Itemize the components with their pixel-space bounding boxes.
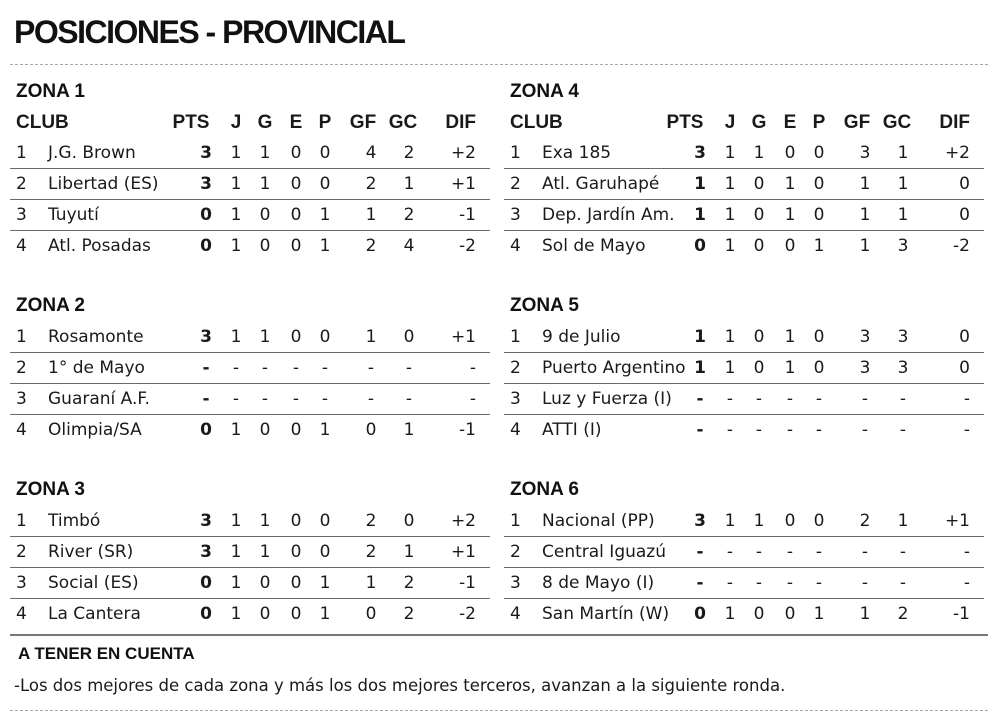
zone-title: ZONA 5: [510, 295, 579, 316]
row-club: Social (ES): [48, 573, 139, 593]
row-pts: -: [696, 573, 704, 593]
row-pts: -: [202, 389, 210, 409]
row-e: 1: [784, 358, 796, 378]
row-club: 1° de Mayo: [48, 358, 145, 378]
row-gc: 0: [403, 511, 415, 531]
row-position: 1: [510, 143, 521, 163]
row-j: 1: [230, 205, 242, 225]
row-g: 0: [259, 604, 271, 624]
row-position: 2: [16, 542, 27, 562]
row-pts: 0: [200, 205, 212, 225]
table-row: [504, 506, 984, 537]
row-gf: -: [861, 542, 869, 562]
header-gf: GF: [349, 112, 377, 133]
row-j: -: [726, 573, 734, 593]
row-pts: 3: [200, 174, 212, 194]
table-row: [10, 568, 490, 599]
row-gc: 1: [403, 542, 415, 562]
row-g: 0: [753, 358, 765, 378]
row-pts: -: [696, 542, 704, 562]
row-gf: 3: [859, 358, 871, 378]
row-dif: 0: [959, 358, 970, 378]
row-gc: 4: [403, 236, 415, 256]
row-gf: -: [367, 358, 375, 378]
table-row: [10, 599, 490, 629]
table-row: [504, 138, 984, 169]
row-e: -: [786, 389, 794, 409]
row-dif: +1: [450, 327, 476, 347]
row-gc: 2: [403, 205, 415, 225]
row-p: 1: [813, 236, 825, 256]
row-pts: 0: [200, 604, 212, 624]
row-pts: 3: [200, 327, 212, 347]
row-club: Luz y Fuerza (I): [542, 389, 672, 409]
row-j: 1: [724, 143, 736, 163]
row-j: -: [232, 358, 240, 378]
row-p: 0: [813, 143, 825, 163]
row-pts: -: [696, 420, 704, 440]
row-j: 1: [724, 327, 736, 347]
row-g: 0: [259, 236, 271, 256]
row-g: 0: [259, 205, 271, 225]
row-dif: -2: [953, 236, 970, 256]
header-dif: DIF: [445, 112, 476, 133]
row-dif: +2: [944, 143, 970, 163]
row-dif: 0: [959, 174, 970, 194]
row-g: 0: [753, 205, 765, 225]
table-row: [10, 415, 490, 445]
row-p: 0: [813, 174, 825, 194]
row-e: -: [292, 358, 300, 378]
row-e: 0: [290, 573, 302, 593]
row-dif: +1: [944, 511, 970, 531]
row-club: La Cantera: [48, 604, 141, 624]
table-row: [10, 322, 490, 353]
row-gf: 1: [365, 573, 377, 593]
row-position: 3: [510, 573, 521, 593]
row-pts: -: [696, 389, 704, 409]
table-row: [504, 322, 984, 353]
row-gf: 2: [365, 511, 377, 531]
row-e: 0: [290, 205, 302, 225]
row-gc: 1: [897, 143, 909, 163]
row-position: 3: [510, 389, 521, 409]
row-e: 1: [784, 174, 796, 194]
row-dif: -: [469, 389, 476, 409]
row-gc: 2: [403, 573, 415, 593]
row-g: -: [261, 358, 269, 378]
row-p: 1: [319, 420, 331, 440]
row-pts: 1: [694, 205, 706, 225]
row-position: 4: [510, 236, 521, 256]
header-j: J: [724, 112, 736, 133]
header-gc: GC: [882, 112, 912, 133]
row-position: 4: [510, 420, 521, 440]
row-dif: -: [469, 358, 476, 378]
row-p: 1: [319, 573, 331, 593]
row-pts: 0: [200, 420, 212, 440]
row-e: 0: [290, 327, 302, 347]
row-position: 3: [16, 389, 27, 409]
row-e: 0: [784, 143, 796, 163]
row-gf: 2: [365, 236, 377, 256]
row-p: 1: [319, 604, 331, 624]
row-gf: 3: [859, 143, 871, 163]
row-club: 9 de Julio: [542, 327, 621, 347]
title-divider: [10, 64, 988, 65]
zone-title: ZONA 4: [510, 81, 579, 102]
row-gc: 1: [897, 511, 909, 531]
row-g: -: [755, 420, 763, 440]
row-position: 4: [16, 420, 27, 440]
row-j: -: [726, 420, 734, 440]
page-title: POSICIONES - PROVINCIAL: [14, 14, 405, 50]
row-e: -: [786, 542, 794, 562]
row-j: 1: [230, 174, 242, 194]
row-gc: -: [899, 573, 907, 593]
row-dif: +2: [450, 511, 476, 531]
row-gc: 0: [403, 327, 415, 347]
row-club: San Martín (W): [542, 604, 670, 624]
row-e: 0: [784, 236, 796, 256]
table-row: [10, 537, 490, 568]
header-g: G: [751, 112, 767, 133]
row-gc: -: [899, 420, 907, 440]
row-e: 0: [290, 542, 302, 562]
row-j: 1: [230, 511, 242, 531]
row-pts: 1: [694, 358, 706, 378]
row-club: Timbó: [48, 511, 101, 531]
row-g: 1: [259, 174, 271, 194]
row-j: 1: [724, 511, 736, 531]
row-dif: -: [963, 542, 970, 562]
row-pts: 3: [694, 511, 706, 531]
notes-heading: A TENER EN CUENTA: [18, 644, 195, 663]
row-p: 1: [319, 236, 331, 256]
row-gc: -: [405, 358, 413, 378]
row-club: Exa 185: [542, 143, 612, 163]
row-club: Nacional (PP): [542, 511, 655, 531]
row-position: 1: [16, 511, 27, 531]
row-j: 1: [230, 420, 242, 440]
row-club: Puerto Argentino: [542, 358, 686, 378]
row-g: 1: [753, 511, 765, 531]
row-club: 8 de Mayo (I): [542, 573, 655, 593]
row-j: 1: [724, 205, 736, 225]
row-e: -: [786, 573, 794, 593]
row-gc: 1: [403, 174, 415, 194]
row-j: 1: [724, 358, 736, 378]
row-p: 0: [813, 511, 825, 531]
row-g: 1: [259, 143, 271, 163]
row-dif: 0: [959, 327, 970, 347]
row-position: 2: [16, 358, 27, 378]
row-position: 1: [16, 143, 27, 163]
row-e: -: [292, 389, 300, 409]
row-gf: 4: [365, 143, 377, 163]
row-g: 0: [259, 573, 271, 593]
row-gc: 2: [897, 604, 909, 624]
row-p: 1: [813, 604, 825, 624]
table-header: [10, 108, 490, 138]
row-j: 1: [230, 236, 242, 256]
table-row: [504, 384, 984, 415]
row-g: 0: [259, 420, 271, 440]
header-e: E: [783, 112, 797, 133]
row-g: 1: [259, 542, 271, 562]
row-position: 4: [510, 604, 521, 624]
row-gf: 1: [859, 604, 871, 624]
row-j: 1: [230, 143, 242, 163]
row-position: 2: [510, 358, 521, 378]
row-gc: 2: [403, 604, 415, 624]
table-row: [504, 599, 984, 629]
row-j: 1: [230, 327, 242, 347]
row-p: -: [815, 573, 823, 593]
table-row: [504, 353, 984, 384]
row-p: 0: [319, 511, 331, 531]
row-gc: 2: [403, 143, 415, 163]
table-header: [504, 108, 984, 138]
row-pts: 0: [694, 604, 706, 624]
row-pts: 3: [200, 542, 212, 562]
table-row: [504, 231, 984, 261]
row-position: 3: [510, 205, 521, 225]
table-row: [504, 415, 984, 445]
row-gf: 3: [859, 327, 871, 347]
zone-title: ZONA 6: [510, 479, 579, 500]
row-e: 0: [784, 604, 796, 624]
row-pts: 0: [200, 573, 212, 593]
row-gc: 3: [897, 358, 909, 378]
row-gf: -: [861, 389, 869, 409]
row-club: River (SR): [48, 542, 134, 562]
row-p: 0: [319, 174, 331, 194]
zone-title: ZONA 2: [16, 295, 85, 316]
header-p: P: [812, 112, 826, 133]
row-position: 2: [510, 174, 521, 194]
row-dif: -: [963, 573, 970, 593]
row-club: Tuyutí: [48, 205, 99, 225]
row-club: Atl. Posadas: [48, 236, 151, 256]
row-position: 3: [16, 573, 27, 593]
row-p: 0: [319, 327, 331, 347]
row-dif: -1: [953, 604, 970, 624]
row-pts: 1: [694, 327, 706, 347]
table-row: [10, 353, 490, 384]
bottom-divider: [10, 710, 988, 711]
table-row: [10, 169, 490, 200]
row-g: 0: [753, 604, 765, 624]
row-gc: -: [405, 389, 413, 409]
header-e: E: [289, 112, 303, 133]
row-club: J.G. Brown: [48, 143, 136, 163]
row-g: 1: [259, 511, 271, 531]
header-pts: PTS: [666, 112, 704, 133]
row-gf: 1: [859, 205, 871, 225]
row-e: 0: [290, 174, 302, 194]
row-position: 1: [510, 327, 521, 347]
row-gf: 1: [859, 236, 871, 256]
header-club: CLUB: [16, 112, 69, 133]
row-club: Sol de Mayo: [542, 236, 646, 256]
row-pts: -: [202, 358, 210, 378]
row-j: 1: [724, 236, 736, 256]
row-j: 1: [230, 573, 242, 593]
row-j: 1: [230, 542, 242, 562]
row-p: 0: [813, 327, 825, 347]
row-j: -: [726, 542, 734, 562]
row-p: 0: [813, 205, 825, 225]
table-row: [10, 200, 490, 231]
row-pts: 0: [694, 236, 706, 256]
row-dif: -1: [459, 205, 476, 225]
notes-text: -Los dos mejores de cada zona y más los dos mejores terceros, avanzan a la siguiente ronda.: [14, 676, 786, 695]
table-row: [504, 568, 984, 599]
row-g: 0: [753, 236, 765, 256]
row-g: 0: [753, 174, 765, 194]
row-gf: 0: [365, 420, 377, 440]
row-j: 1: [230, 604, 242, 624]
row-dif: 0: [959, 205, 970, 225]
row-e: 1: [784, 205, 796, 225]
row-club: Guaraní A.F.: [48, 389, 150, 409]
row-pts: 3: [200, 143, 212, 163]
row-gf: -: [861, 420, 869, 440]
row-dif: +2: [450, 143, 476, 163]
row-gc: -: [899, 542, 907, 562]
row-g: -: [261, 389, 269, 409]
zone-title: ZONA 3: [16, 479, 85, 500]
header-gc: GC: [388, 112, 418, 133]
row-p: -: [321, 389, 329, 409]
row-gc: -: [899, 389, 907, 409]
row-j: 1: [724, 604, 736, 624]
row-position: 3: [16, 205, 27, 225]
row-club: Olimpia/SA: [48, 420, 142, 440]
row-dif: -1: [459, 573, 476, 593]
row-gf: 1: [365, 205, 377, 225]
header-j: J: [230, 112, 242, 133]
row-club: Libertad (ES): [48, 174, 159, 194]
row-gf: -: [861, 573, 869, 593]
row-club: ATTI (I): [542, 420, 602, 440]
row-position: 4: [16, 604, 27, 624]
row-p: 1: [319, 205, 331, 225]
row-j: -: [232, 389, 240, 409]
notes-divider: [10, 634, 988, 636]
row-j: 1: [724, 174, 736, 194]
row-pts: 1: [694, 174, 706, 194]
row-p: -: [321, 358, 329, 378]
row-gf: 1: [859, 174, 871, 194]
row-position: 1: [510, 511, 521, 531]
row-e: 0: [290, 236, 302, 256]
row-gf: 2: [365, 174, 377, 194]
row-gf: -: [367, 389, 375, 409]
row-g: 1: [753, 143, 765, 163]
row-g: 0: [753, 327, 765, 347]
row-dif: +1: [450, 174, 476, 194]
row-position: 1: [16, 327, 27, 347]
row-pts: 3: [200, 511, 212, 531]
row-gf: 2: [859, 511, 871, 531]
row-dif: -: [963, 420, 970, 440]
row-p: -: [815, 542, 823, 562]
row-g: -: [755, 389, 763, 409]
row-dif: -: [963, 389, 970, 409]
row-gc: 1: [897, 205, 909, 225]
row-p: 0: [319, 143, 331, 163]
header-p: P: [318, 112, 332, 133]
header-club: CLUB: [510, 112, 563, 133]
row-e: -: [786, 420, 794, 440]
row-g: -: [755, 573, 763, 593]
row-g: 1: [259, 327, 271, 347]
table-row: [10, 384, 490, 415]
row-gf: 0: [365, 604, 377, 624]
table-row: [10, 138, 490, 169]
row-position: 2: [510, 542, 521, 562]
table-row: [504, 200, 984, 231]
row-e: 0: [290, 143, 302, 163]
row-club: Central Iguazú: [542, 542, 666, 562]
row-club: Rosamonte: [48, 327, 144, 347]
row-gc: 3: [897, 327, 909, 347]
row-club: Atl. Garuhapé: [542, 174, 660, 194]
table-row: [504, 169, 984, 200]
row-gf: 1: [365, 327, 377, 347]
header-gf: GF: [843, 112, 871, 133]
row-position: 2: [16, 174, 27, 194]
header-pts: PTS: [172, 112, 210, 133]
row-e: 0: [784, 511, 796, 531]
row-p: -: [815, 420, 823, 440]
row-e: 1: [784, 327, 796, 347]
row-p: -: [815, 389, 823, 409]
row-dif: -1: [459, 420, 476, 440]
table-row: [10, 506, 490, 537]
zone-title: ZONA 1: [16, 81, 85, 102]
row-p: 0: [813, 358, 825, 378]
row-dif: -2: [459, 604, 476, 624]
row-pts: 0: [200, 236, 212, 256]
row-p: 0: [319, 542, 331, 562]
row-e: 0: [290, 511, 302, 531]
row-dif: +1: [450, 542, 476, 562]
row-j: -: [726, 389, 734, 409]
row-gc: 3: [897, 236, 909, 256]
header-dif: DIF: [939, 112, 970, 133]
row-position: 4: [16, 236, 27, 256]
row-g: -: [755, 542, 763, 562]
table-row: [504, 537, 984, 568]
row-e: 0: [290, 420, 302, 440]
table-row: [10, 231, 490, 261]
row-club: Dep. Jardín Am.: [542, 205, 675, 225]
row-pts: 3: [694, 143, 706, 163]
row-gf: 2: [365, 542, 377, 562]
row-e: 0: [290, 604, 302, 624]
row-dif: -2: [459, 236, 476, 256]
row-gc: 1: [897, 174, 909, 194]
row-gc: 1: [403, 420, 415, 440]
header-g: G: [257, 112, 273, 133]
